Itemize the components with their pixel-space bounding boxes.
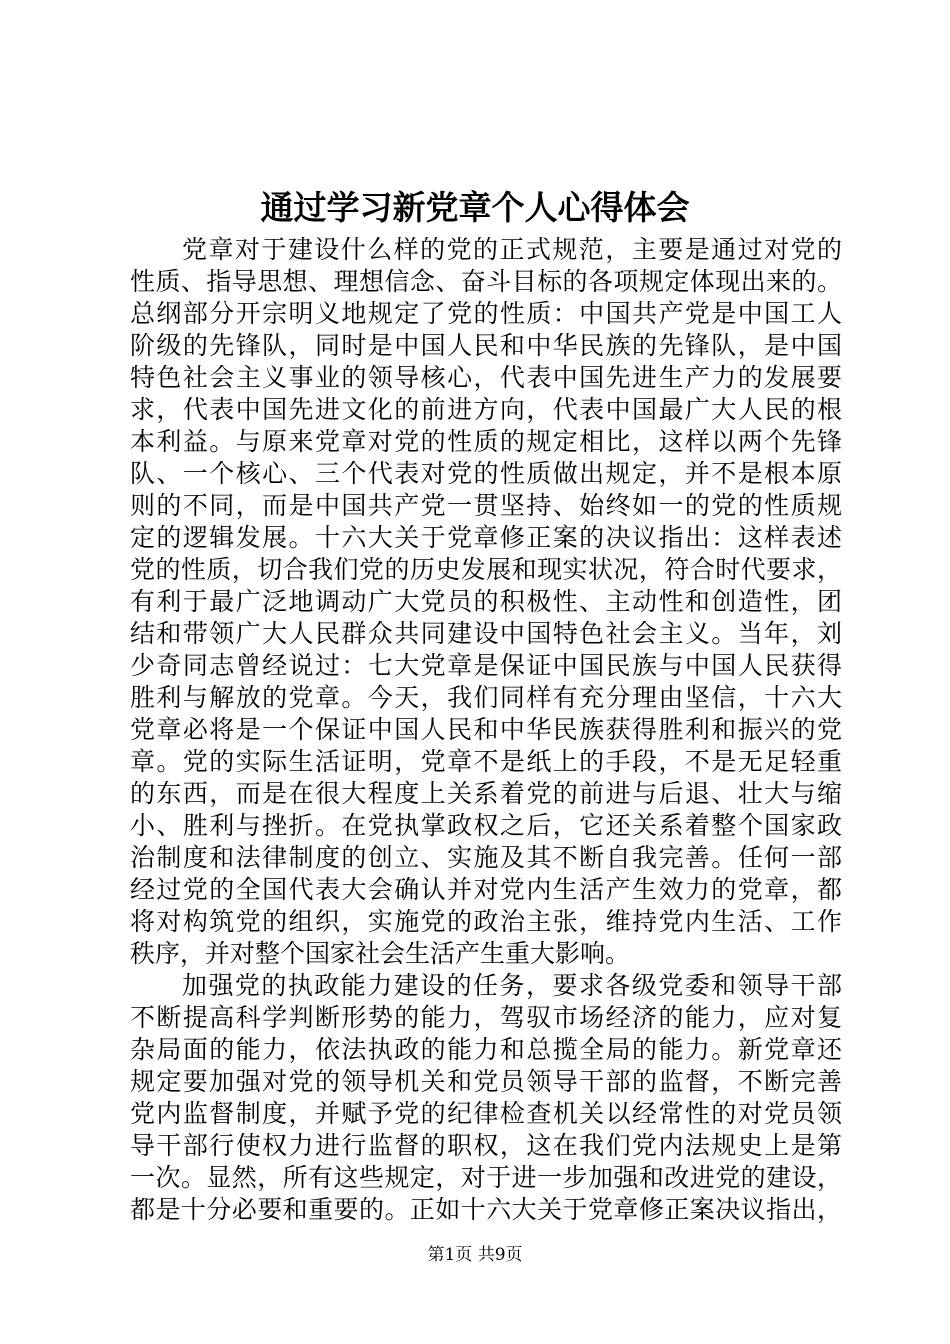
text-line: 的东西，而是在很大程度上关系着党的前进与后退、壮大与缩 bbox=[130, 779, 842, 808]
paragraph-2 bbox=[130, 970, 842, 1226]
text-line: 则的不同，而是中国共产党一贯坚持、始终如一的党的性质规 bbox=[130, 491, 842, 520]
text-line: 经过党的全国代表大会确认并对党内生活产生效力的党章，都 bbox=[130, 875, 842, 904]
text-line: 治制度和法律制度的创立、实施及其不断自我完善。任何一部 bbox=[130, 843, 842, 872]
page-footer: 第1页 共9页 bbox=[427, 1245, 523, 1265]
text-line: 一次。显然，所有这些规定，对于进一步加强和改进党的建设， bbox=[130, 1163, 842, 1192]
text-line: 都是十分必要和重要的。正如十六大关于党章修正案决议指出， bbox=[130, 1195, 842, 1224]
text-line: 性质、指导思想、理想信念、奋斗目标的各项规定体现出来的。 bbox=[130, 267, 842, 296]
document-body bbox=[130, 234, 842, 1226]
text-line: 少奇同志曾经说过：七大党章是保证中国民族与中国人民获得 bbox=[130, 651, 842, 680]
text-line: 导干部行使权力进行监督的职权，这在我们党内法规史上是第 bbox=[130, 1131, 842, 1160]
text-line: 结和带领广大人民群众共同建设中国特色社会主义。当年，刘 bbox=[130, 619, 842, 648]
text-line: 党内监督制度，并赋予党的纪律检查机关以经常性的对党员领 bbox=[130, 1099, 842, 1128]
text-line: 本利益。与原来党章对党的性质的规定相比，这样以两个先锋 bbox=[130, 427, 842, 456]
text-line: 杂局面的能力，依法执政的能力和总揽全局的能力。新党章还 bbox=[130, 1035, 842, 1064]
text-line: 总纲部分开宗明义地规定了党的性质：中国共产党是中国工人 bbox=[130, 299, 842, 328]
text-line: 胜利与解放的党章。今天，我们同样有充分理由坚信，十六大 bbox=[130, 683, 842, 712]
text-line: 不断提高科学判断形势的能力，驾驭市场经济的能力，应对复 bbox=[130, 1003, 842, 1032]
text-line: 党章必将是一个保证中国人民和中华民族获得胜利和振兴的党 bbox=[130, 715, 842, 744]
text-line: 秩序，并对整个国家社会生活产生重大影响。 bbox=[130, 939, 631, 968]
text-line: 党的性质，切合我们党的历史发展和现实状况，符合时代要求， bbox=[130, 555, 842, 584]
text-line: 阶级的先锋队，同时是中国人民和中华民族的先锋队，是中国 bbox=[130, 331, 842, 360]
text-line: 定的逻辑发展。十六大关于党章修正案的决议指出：这样表述 bbox=[130, 523, 842, 552]
text-line: 求，代表中国先进文化的前进方向，代表中国最广大人民的根 bbox=[130, 395, 842, 424]
document-title: 通过学习新党章个人心得体会 bbox=[260, 188, 690, 227]
text-line: 党章对于建设什么样的党的正式规范，主要是通过对党的 bbox=[182, 235, 842, 264]
text-line: 有利于最广泛地调动广大党员的积极性、主动性和创造性，团 bbox=[130, 587, 842, 616]
text-line: 将对构筑党的组织，实施党的政治主张，维持党内生活、工作 bbox=[130, 907, 842, 936]
text-line: 规定要加强对党的领导机关和党员领导干部的监督，不断完善 bbox=[130, 1067, 842, 1096]
text-line: 队、一个核心、三个代表对党的性质做出规定，并不是根本原 bbox=[130, 459, 842, 488]
text-line: 加强党的执政能力建设的任务，要求各级党委和领导干部 bbox=[182, 971, 842, 1000]
text-line: 章。党的实际生活证明，党章不是纸上的手段，不是无足轻重 bbox=[130, 747, 842, 776]
text-line: 小、胜利与挫折。在党执掌政权之后，它还关系着整个国家政 bbox=[130, 811, 842, 840]
paragraph-1 bbox=[130, 234, 842, 970]
text-line: 特色社会主义事业的领导核心，代表中国先进生产力的发展要 bbox=[130, 363, 842, 392]
